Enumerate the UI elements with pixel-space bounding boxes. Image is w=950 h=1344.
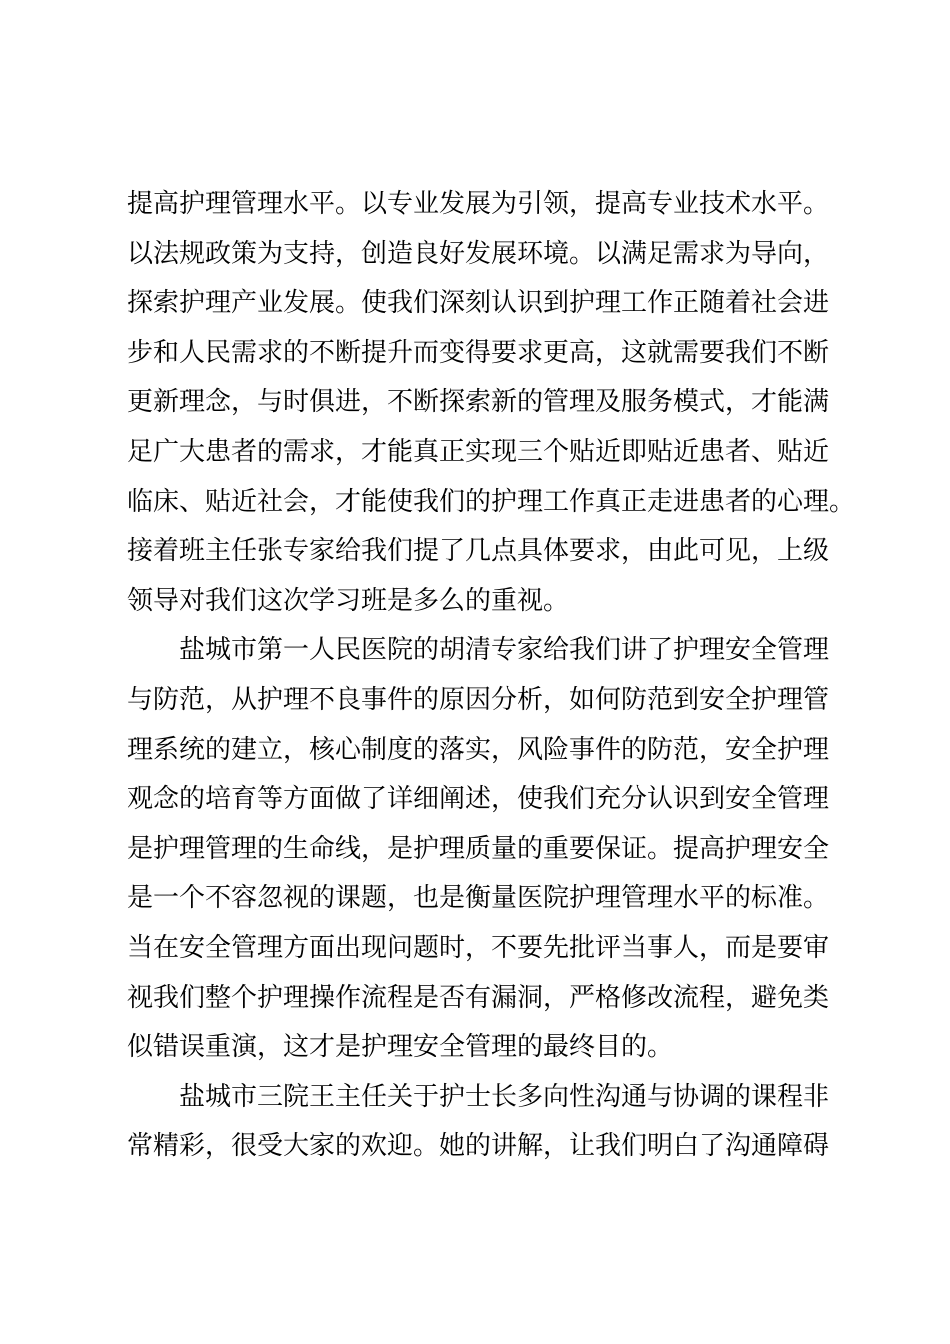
- text-line: 领导对我们这次学习班是多么的重视。: [127, 585, 570, 616]
- text-line: 以法规政策为支持，创造良好发展环境。以满足需求为导向，: [127, 238, 830, 269]
- text-line: 临床、贴近社会，才能使我们的护理工作真正走进患者的心理。: [127, 486, 856, 517]
- text-line: 是护理管理的生命线，是护理质量的重要保证。提高护理安全: [127, 833, 830, 864]
- text-line: 当在安全管理方面出现问题时，不要先批评当事人，而是要审: [127, 932, 830, 963]
- text-line: 似错误重演，这才是护理安全管理的最终目的。: [127, 1032, 674, 1063]
- document-body: [127, 180, 856, 1172]
- text-line: 常精彩，很受大家的欢迎。她的讲解，让我们明白了沟通障碍: [127, 1131, 830, 1162]
- text-line: 与防范，从护理不良事件的原因分析，如何防范到安全护理管: [127, 684, 830, 715]
- text-line: 是一个不容忽视的课题，也是衡量医院护理管理水平的标准。: [127, 883, 830, 914]
- text-line: 理系统的建立，核心制度的落实，风险事件的防范，安全护理: [127, 734, 830, 765]
- paragraph-start-line: 盐城市第一人民医院的胡清专家给我们讲了护理安全管理: [179, 635, 830, 666]
- text-line: 足广大患者的需求，才能真正实现三个贴近即贴近患者、贴近: [127, 436, 830, 467]
- text-line: 步和人民需求的不断提升而变得要求更高，这就需要我们不断: [127, 337, 830, 368]
- text-line: 提高护理管理水平。以专业发展为引领，提高专业技术水平。: [127, 189, 830, 219]
- paragraph-start-line: 盐城市三院王主任关于护士长多向性沟通与协调的课程非: [179, 1081, 830, 1112]
- text-line: 视我们整个护理操作流程是否有漏洞，严格修改流程，避免类: [127, 982, 830, 1013]
- text-line: 接着班主任张专家给我们提了几点具体要求，由此可见，上级: [127, 536, 830, 567]
- text-line: 更新理念，与时俱进，不断探索新的管理及服务模式，才能满: [127, 387, 830, 418]
- text-line: 观念的培育等方面做了详细阐述，使我们充分认识到安全管理: [127, 784, 830, 815]
- text-line: 探索护理产业发展。使我们深刻认识到护理工作正随着社会进: [127, 288, 830, 319]
